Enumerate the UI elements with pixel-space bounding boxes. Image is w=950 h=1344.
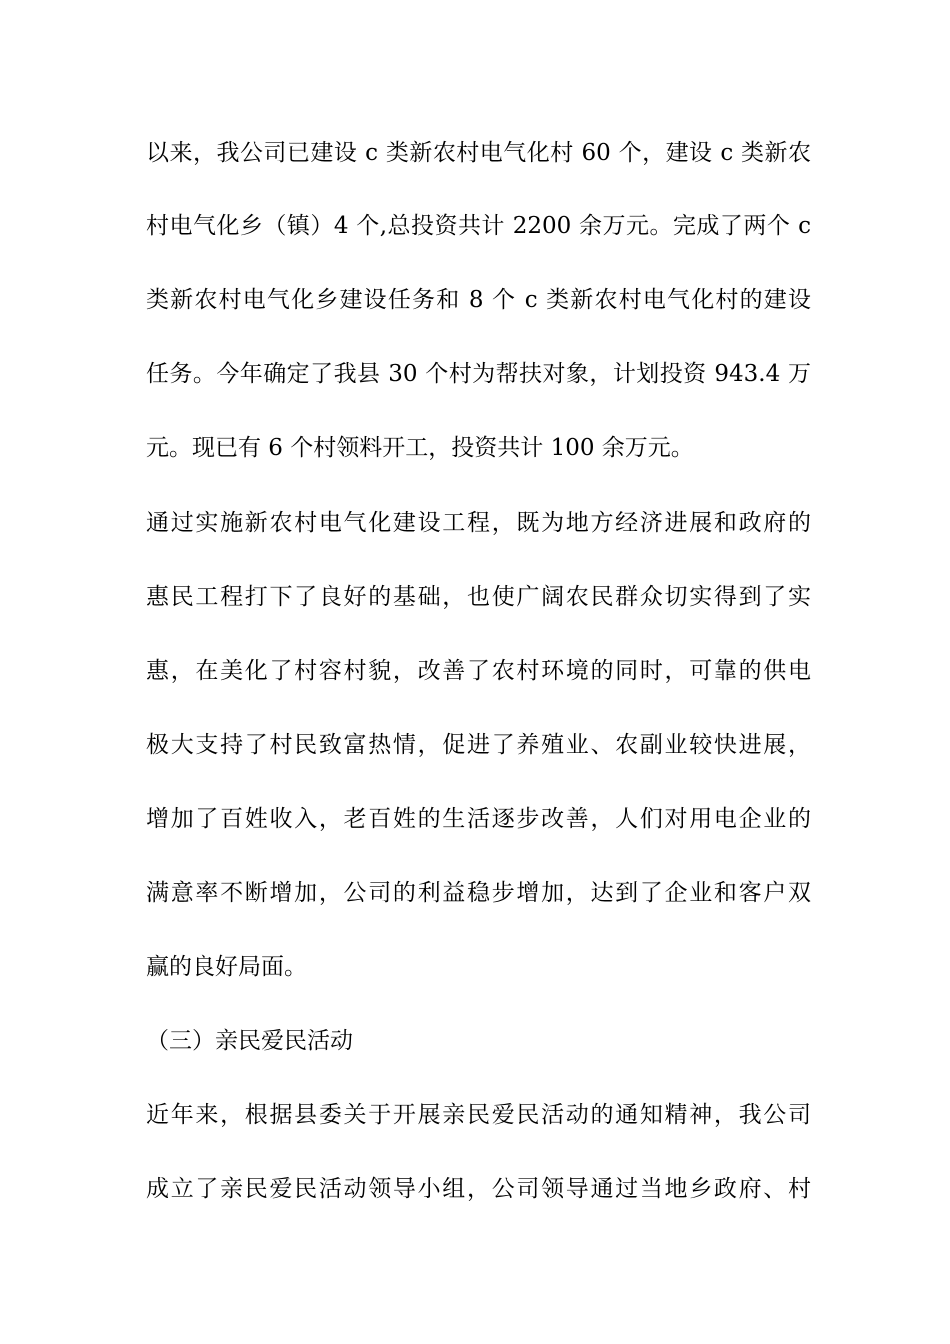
paragraph-line: 类新农村电气化乡建设任务和 8 个 c 类新农村电气化村的建设 bbox=[146, 287, 811, 313]
paragraph-line: 元。现已有 6 个村领料开工，投资共计 100 余万元。 bbox=[146, 435, 694, 461]
paragraph-line: 赢的良好局面。 bbox=[146, 954, 307, 980]
paragraph-line: 村电气化乡（镇）4 个,总投资共计 2200 余万元。完成了两个 c bbox=[146, 213, 811, 239]
section-heading: （三）亲民爱民活动 bbox=[146, 1028, 353, 1054]
paragraph-line: 通过实施新农村电气化建设工程，既为地方经济进展和政府的 bbox=[146, 510, 811, 536]
paragraph-line: 满意率不断增加，公司的利益稳步增加，达到了企业和客户双 bbox=[146, 880, 811, 906]
paragraph-line: 增加了百姓收入，老百姓的生活逐步改善，人们对用电企业的 bbox=[146, 806, 811, 832]
paragraph-line: 惠，在美化了村容村貌，改善了农村环境的同时，可靠的供电 bbox=[146, 658, 811, 684]
paragraph-line: 任务。今年确定了我县 30 个村为帮扶对象，计划投资 943.4 万 bbox=[146, 361, 811, 387]
paragraph-line: 极大支持了村民致富热情，促进了养殖业、农副业较快进展， bbox=[146, 732, 811, 758]
paragraph-line: 成立了亲民爱民活动领导小组，公司领导通过当地乡政府、村 bbox=[146, 1176, 811, 1202]
paragraph-line: 近年来，根据县委关于开展亲民爱民活动的通知精神，我公司 bbox=[146, 1102, 811, 1128]
paragraph-line: 以来，我公司已建设 c 类新农村电气化村 60 个，建设 c 类新农 bbox=[146, 140, 811, 166]
paragraph-line: 惠民工程打下了良好的基础，也使广阔农民群众切实得到了实 bbox=[146, 584, 811, 610]
